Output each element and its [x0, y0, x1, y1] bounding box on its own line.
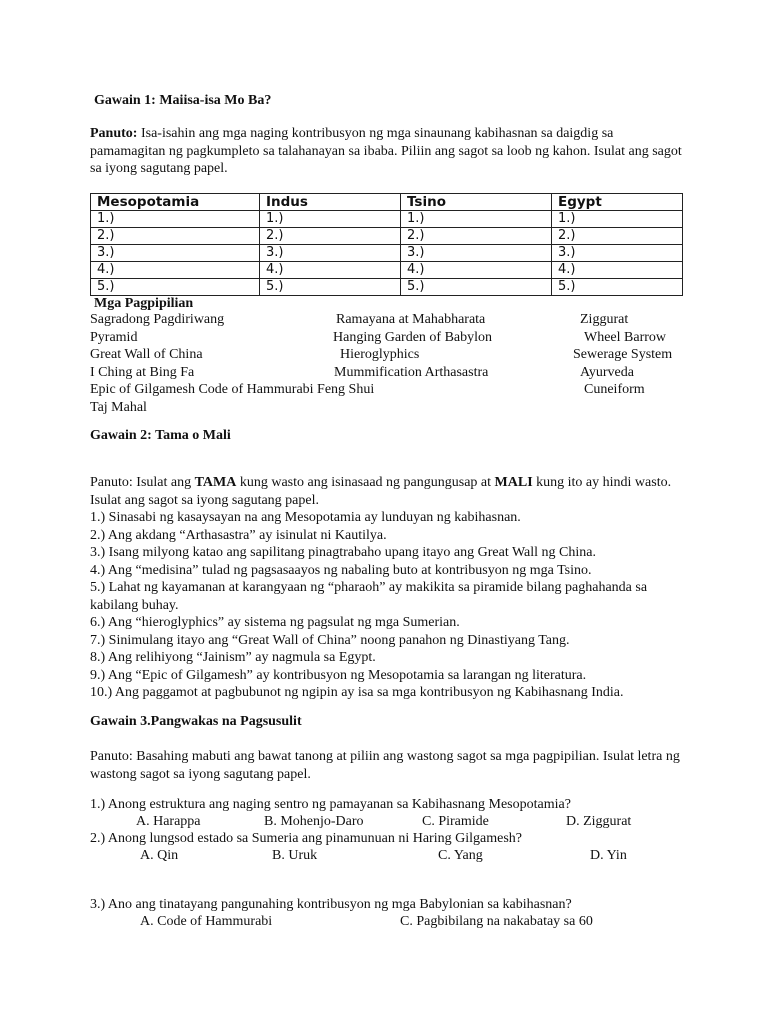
q1-choice-b: B. Mohenjo-Daro	[264, 814, 364, 829]
list-item: 6.) Ang “hieroglyphics” ay sistema ng pagsulat ng mga Sumerian.	[90, 615, 460, 630]
list-item: 8.) Ang relihiyong “Jainism” ay nagmula sa Egypt.	[90, 650, 376, 665]
contributions-table	[90, 193, 683, 296]
q2-choice-d: D. Yin	[590, 848, 627, 863]
choice-item: Sagradong Pagdiriwang	[90, 312, 225, 327]
table-cell: 4.)	[552, 262, 683, 279]
panuto-prefix: Panuto: Isulat ang	[90, 475, 195, 490]
table-cell: 3.)	[552, 245, 683, 262]
choice-item: Mummification Arthasastra	[334, 364, 489, 380]
list-item: 2.) Ang akdang “Arthasastra” ay isinulat ni Kautilya.	[90, 527, 387, 543]
choice-item: Cuneiform	[584, 382, 645, 398]
q3-choice-a: A. Code of Hammurabi	[140, 914, 273, 929]
choices-column-1	[90, 311, 374, 417]
list-item: 9.) Ang “Epic of Gilgamesh” ay kontribusyon ng Mesopotamia sa larangan ng literatura.	[90, 667, 587, 683]
q3-choice-c: C. Pagbibilang na nakabatay sa 60	[400, 914, 593, 929]
panuto-suffix: kung ito ay hindi wasto. Isulat ang sagot sa iyong sagutang papel.	[90, 475, 672, 508]
table-cell: 5.)	[552, 279, 683, 296]
table-row	[91, 262, 683, 279]
q1-choice-c: C. Piramide	[422, 814, 489, 829]
q2-choice-c: C. Yang	[438, 848, 483, 863]
table-cell: 4.)	[401, 262, 552, 279]
q1-choice-d: D. Ziggurat	[566, 814, 632, 829]
header-tsino: Tsino	[401, 194, 552, 211]
list-item: 10.) Ang paggamot at pagbubunot ng ngipin ay isa sa mga kontribusyon ng Kabihasnang India.	[90, 685, 624, 700]
header-indus: Indus	[260, 194, 401, 211]
table-cell: 5.)	[260, 279, 401, 296]
table-cell: 5.)	[91, 279, 260, 296]
choice-item: Wheel Barrow	[584, 329, 667, 345]
header-mesopotamia: Mesopotamia	[91, 194, 260, 211]
list-item: 1.) Sinasabi ng kasaysayan na ang Mesopotamia ay lunduyan ng kabihasnan.	[90, 510, 521, 525]
header-egypt: Egypt	[552, 194, 683, 211]
table-cell: 2.)	[552, 228, 683, 245]
table-cell: 1.)	[260, 211, 401, 228]
table-cell: 1.)	[401, 211, 552, 228]
choice-item: I Ching at Bing Fa	[90, 364, 195, 380]
table-row	[91, 245, 683, 262]
choice-item: Ayurveda	[580, 364, 634, 380]
table-cell: 4.)	[91, 262, 260, 279]
q2-choice-b: B. Uruk	[272, 848, 318, 863]
panuto-mid: kung wasto ang isinasaad ng pangungusap at	[236, 475, 495, 490]
table-cell: 2.)	[91, 228, 260, 245]
table-cell: 2.)	[401, 228, 552, 245]
table-row	[91, 279, 683, 296]
choice-item: Hieroglyphics	[340, 347, 420, 363]
tama-keyword: TAMA	[194, 475, 237, 490]
list-item: 5.) Lahat ng kayamanan at karangyaan ng “pharaoh” ay makikita sa piramide bilang paghahanda sa kabilang buhay.	[90, 580, 648, 613]
table-header-row	[91, 194, 683, 211]
choices-title: Mga Pagpipilian	[94, 296, 194, 311]
gawain2-instructions	[90, 474, 690, 509]
question-1: 1.) Anong estruktura ang naging sentro ng pamayanan sa Kabihasnang Mesopotamia?	[90, 797, 571, 812]
q2-choice-a: A. Qin	[140, 848, 179, 863]
choice-item: Ramayana at Mahabharata	[336, 312, 486, 327]
question-3: 3.) Ano ang tinatayang pangunahing kontribusyon ng mga Babylonian sa kabihasnan?	[90, 897, 572, 912]
gawain3-title: Gawain 3.Pangwakas na Pagsusulit	[90, 714, 302, 729]
table-cell: 5.)	[401, 279, 552, 296]
choice-item: Great Wall of China	[90, 347, 203, 363]
gawain1-instructions	[90, 125, 690, 178]
table-cell: 1.)	[91, 211, 260, 228]
q1-choice-a: A. Harappa	[136, 814, 201, 829]
question-2: 2.) Anong lungsod estado sa Sumeria ang pinamunuan ni Haring Gilgamesh?	[90, 831, 522, 846]
choice-item: Epic of Gilgamesh Code of Hammurabi Feng Shui	[90, 382, 375, 398]
list-item: 7.) Sinimulang itayo ang “Great Wall of China” noong panahon ng Dinastiyang Tang.	[90, 632, 570, 648]
table-row	[91, 228, 683, 245]
panuto-label: Panuto:	[90, 126, 138, 141]
choice-item: Pyramid	[90, 329, 138, 345]
choice-item: Taj Mahal	[90, 399, 147, 415]
gawain3-instructions: Panuto: Basahing mabuti ang bawat tanong at piliin ang wastong sagot sa mga pagpipilian. Isulat letra ng wastong sagot sa iyong sagutang papel.	[90, 749, 680, 782]
gawain2-title: Gawain 2: Tama o Mali	[90, 428, 231, 443]
table-cell: 3.)	[260, 245, 401, 262]
list-item: 4.) Ang “medisina” tulad ng pagsasaayos ng nabaling buto at kontribusyon ng mga Tsino.	[90, 562, 592, 578]
table-row	[91, 211, 683, 228]
choice-item: Sewerage System	[573, 347, 673, 363]
table-cell: 2.)	[260, 228, 401, 245]
choice-item: Hanging Garden of Babylon	[333, 329, 493, 345]
table-cell: 3.)	[401, 245, 552, 262]
table-cell: 3.)	[91, 245, 260, 262]
mali-keyword: MALI	[494, 475, 533, 490]
gawain1-title: Gawain 1: Maiisa-isa Mo Ba?	[94, 93, 272, 108]
panuto-text: Isa-isahin ang mga naging kontribusyon ng mga sinaunang kabihasnan sa daigdig sa pamamagitan ng pagkumpleto sa talahanayan sa ibaba. Piliin ang sagot sa loob ng kahon. Isulat ang sagot sa iyong sagutang papel.	[90, 126, 682, 176]
table-cell: 1.)	[552, 211, 683, 228]
gawain2-items	[90, 509, 690, 702]
list-item: 3.) Isang milyong katao ang sapilitang pinagtrabaho upang itayo ang Great Wall ng China.	[90, 545, 596, 560]
choice-item: Ziggurat	[580, 312, 629, 327]
table-cell: 4.)	[260, 262, 401, 279]
